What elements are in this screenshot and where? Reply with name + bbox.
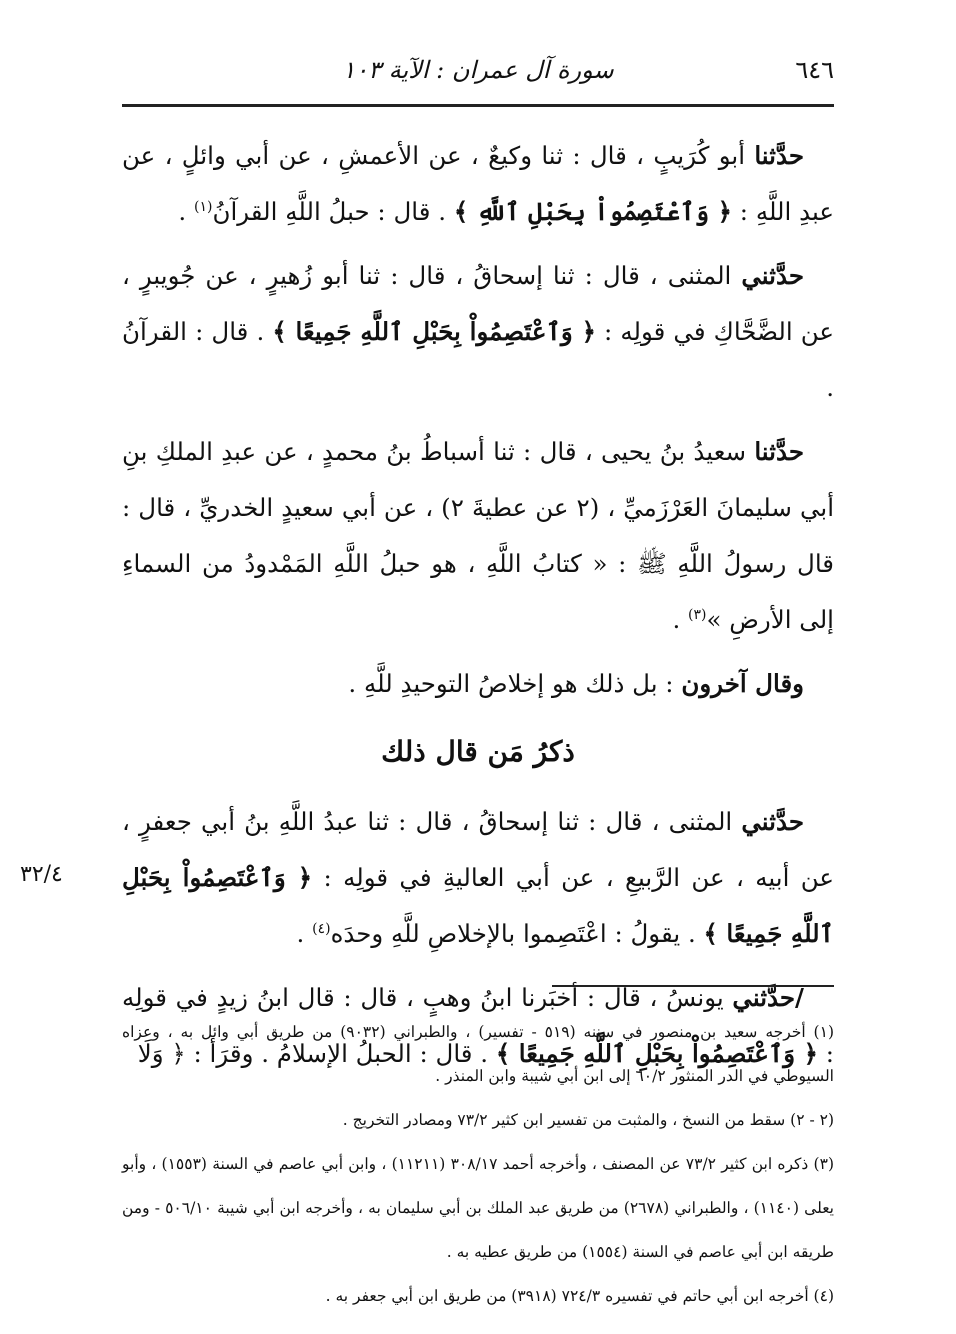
page-number: ٦٤٦ [795,56,834,84]
paragraph-after: . قال : حبلُ اللَّهِ القرآنُ [212,197,454,226]
paragraph-lead: حدَّثني [741,261,804,290]
quran-quote: ﴿ وَٱعْتَصِمُواْ بِحَبْلِ ٱللَّهِ جَمِيعًا ﴾ [122,863,834,948]
margin-volume-page-ref: ٣٢/٤ [20,862,63,887]
page-header [122,46,834,107]
paragraph-text: يونسُ ، قال : أخبَرنا ابنُ وهبٍ ، قال : قال ابنُ زيدٍ في قولِه : [122,983,834,1068]
footnote-1: (١) أخرجه سعيد بن منصور في سننه (٥١٩ - تفسير) ، والطبراني (٩٠٣٢) من طريق أبي وائل به ، وعزاه السيوطي في الدر المنثور ٦٠/٢ إلى ابن أبي شيبة وابن المنذر . [122,1023,834,1085]
paragraph-4 [122,656,834,712]
paragraph-text: أبو كُرَيبٍ ، قال : ثنا وكيعٌ ، عن الأعمشِ ، عن أبي وائلٍ ، عن عبدِ اللَّهِ : [122,141,834,226]
running-title: سورة آل عمران : الآية ١٠٣ [342,56,614,84]
paragraph-lead: /حدَّثني [732,983,804,1012]
paragraph-after: . قال : القرآنُ . [122,317,834,402]
paragraph-1 [122,128,834,240]
paragraph-end: . [672,605,689,634]
paragraph-text: سعيدُ بنُ يحيى ، قال : ثنا أسباطُ بنُ محمدٍ ، عن عبدِ الملكِ بنِ أبي سليمانَ العَرْزَميِّ ، [122,437,835,522]
paragraph-end: . [296,919,313,948]
paragraph-after: . يقولُ : اعْتَصِموا بالإخلاصِ للَّهِ وحدَه [330,919,704,948]
quran-quote: ﴿ وَٱعْتَصِمُواْ بِحَبْلِ ٱللَّهِ جَمِيعًا ﴾ [495,1039,818,1068]
footnote-3: (٣) ذكره ابن كثير ٧٣/٢ عن المصنف ، وأخرجه أحمد ٣٠٨/١٧ (١١٢١١) ، وابن أبي عاصم في السنة (١٥٥٣) ، وأبو يعلى (١١٤٠) ، والطبراني (٢٦٧٨) من طريق عبد الملك بن أبي سليمان به ، وأخرجه ابن أبي شيبة ٥٠٦/١٠ - ومن طريقه ابن أبي عاصم في السنة (١٥٥٤) من طريق عطيه به . [122,1155,834,1261]
paragraph-text: : بل ذلك هو إخلاصُ التوحيدِ للَّهِ . [348,669,682,698]
paragraph-2 [122,248,834,416]
footnote-4: (٤) أخرجه ابن أبي حاتم في تفسيره ٧٢٤/٣ (٣٩١٨) من طريق ابن أبي جعفر به . [325,1287,834,1305]
footnote-divider [552,985,834,987]
footnote-2: (٢ - ٢) سقط من النسخ ، والمثبت من تفسير ابن كثير ٧٣/٢ ومصادر التخريج . [342,1111,834,1129]
paragraph-lead: حدَّثنا [754,141,804,170]
paragraph-3 [122,424,834,648]
section-heading: ذكرُ مَن قال ذلك [381,735,575,768]
paragraph-text: المثنى ، قال : ثنا إسحاقُ ، قال : ثنا أبو زُهيرٍ ، عن جُويبرٍ ، عن الضَّحَّاكِ في قولِه : [122,261,834,346]
footnotes [122,1010,834,1318]
quran-quote: ﴿ وَٱعْتَصِمُواْ بِحَبْلِ ٱللَّهِ ﴾ [453,197,732,226]
paragraph-lead: حدَّثنا [754,437,804,466]
paragraph-lead: حدَّثني [741,807,804,836]
paragraph-end: . [178,197,194,226]
paragraph-lead: وقال آخرون [681,669,804,698]
footnote-marker: (٣) [688,606,707,623]
quran-quote: ﴿ وَٱعْتَصِمُواْ بِحَبْلِ ٱللَّهِ جَمِيعًا ﴾ [272,317,596,346]
paragraph-5 [122,794,834,962]
footnote-marker: (٤) [312,920,331,937]
main-text [122,128,834,1090]
paragraph-text: المثنى ، قال : ثنا إسحاقُ ، قال : ثنا عبدُ اللَّهِ بنُ أبي جعفرٍ ، عن أبيه ، عن الرَّبيعِ ، عن أبي العاليةِ في قولِه : [122,807,834,892]
paragraph-after: (٢ عن عطيةَ ٢) ، عن أبي سعيدٍ الخدريِّ ، قال : قال رسولُ اللَّهِ ﷺ : « كتابُ اللَّهِ ، هو حبلُ اللَّهِ المَمْدودُ من السماءِ إلى الأرضِ » [122,493,834,634]
paragraph-after: . قال : الحبلُ الإسلامُ . وقرَأ : ﴿ وَلَا [137,1039,496,1068]
footnote-marker: (١) [194,198,213,215]
